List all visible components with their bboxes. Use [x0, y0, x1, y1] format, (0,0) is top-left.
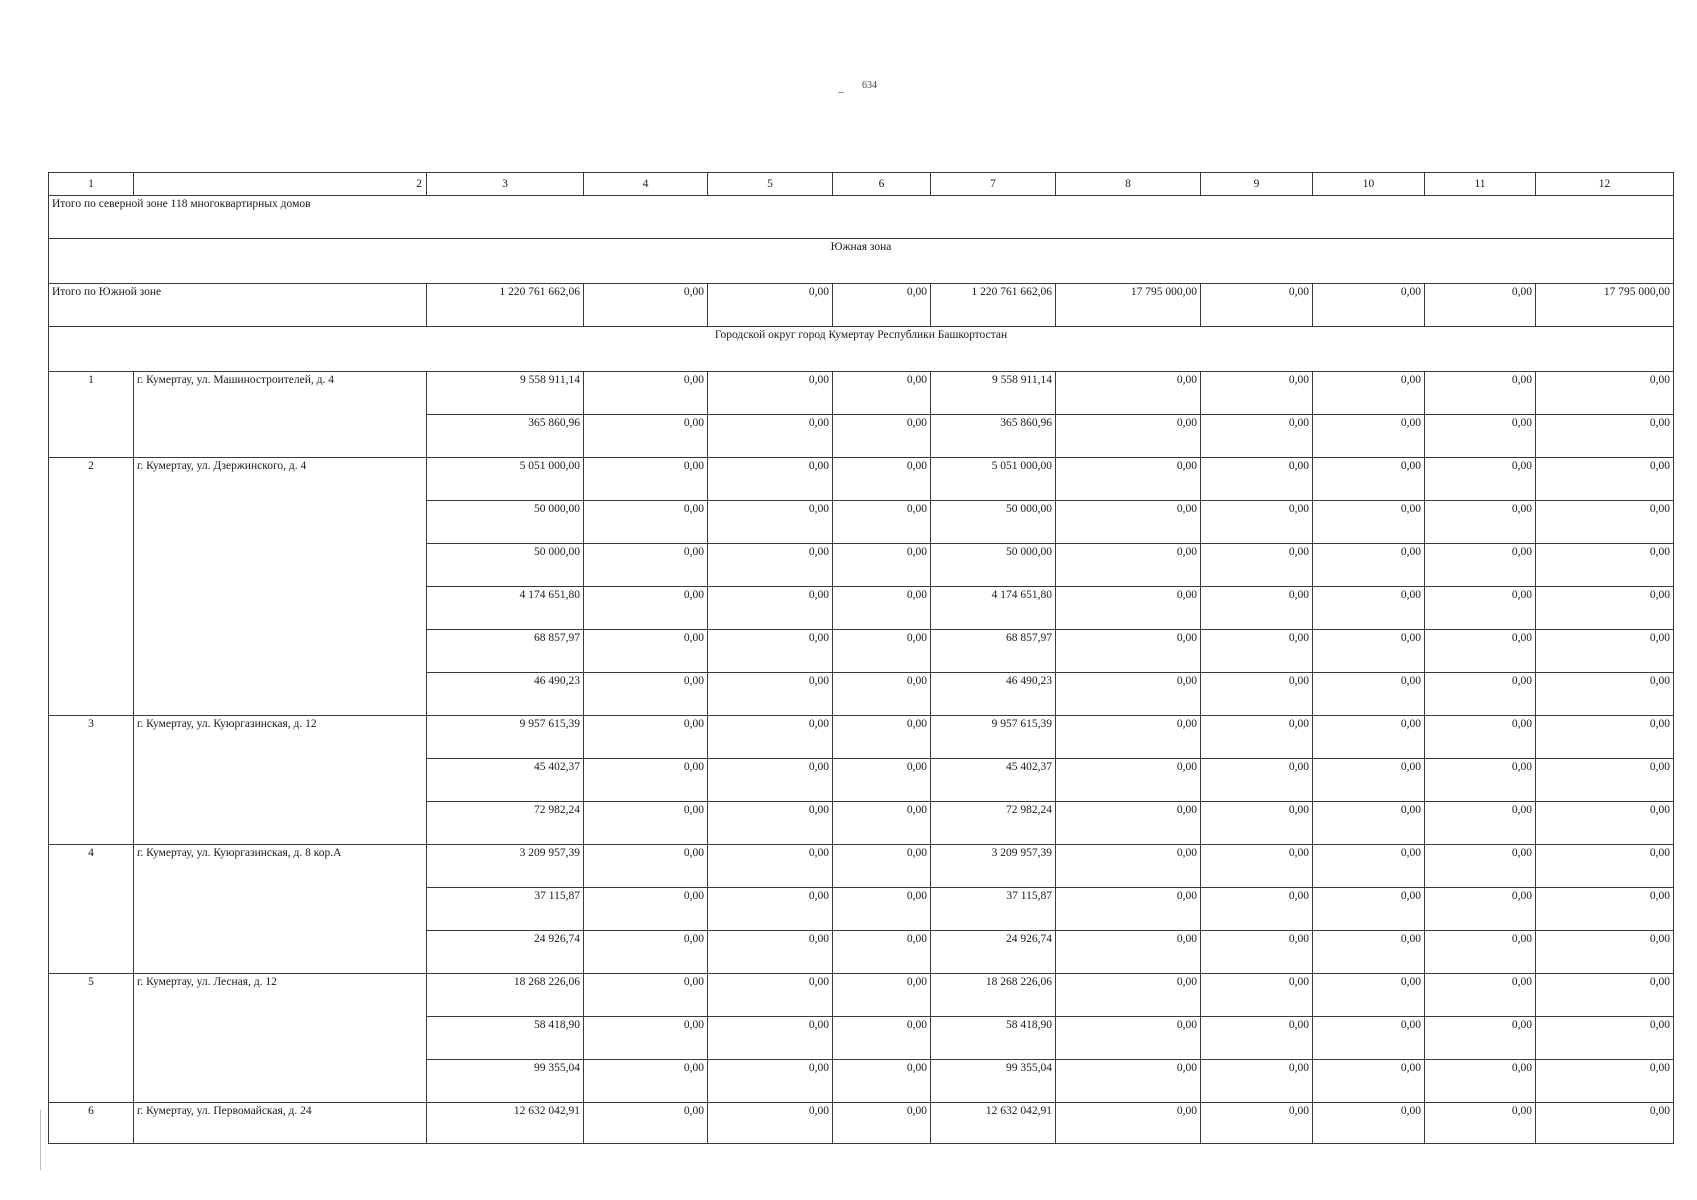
column-header: 12 [1536, 173, 1674, 196]
amount-cell: 18 268 226,06 [427, 974, 584, 1017]
amount-cell: 0,00 [584, 845, 708, 888]
south-total-value: 0,00 [1201, 284, 1313, 327]
building-number: 1 [49, 372, 134, 458]
building-address: г. Кумертау, ул. Лесная, д. 12 [134, 974, 427, 1103]
amount-cell: 0,00 [1313, 931, 1425, 974]
amount-cell: 45 402,37 [931, 759, 1056, 802]
amount-cell: 9 558 911,14 [427, 372, 584, 415]
amount-cell: 0,00 [584, 1060, 708, 1103]
amount-cell: 12 632 042,91 [427, 1103, 584, 1144]
amount-cell: 0,00 [1201, 759, 1313, 802]
column-header: 11 [1425, 173, 1536, 196]
amount-cell: 50 000,00 [931, 501, 1056, 544]
amount-cell: 46 490,23 [931, 673, 1056, 716]
column-header: 5 [708, 173, 833, 196]
amount-cell: 0,00 [1425, 415, 1536, 458]
table-row [49, 845, 1674, 888]
amount-cell: 0,00 [584, 716, 708, 759]
amount-cell: 0,00 [1425, 587, 1536, 630]
amount-cell: 18 268 226,06 [931, 974, 1056, 1017]
amount-cell: 0,00 [833, 845, 931, 888]
amount-cell: 0,00 [1056, 673, 1201, 716]
amount-cell: 0,00 [1201, 1017, 1313, 1060]
amount-cell: 0,00 [833, 1060, 931, 1103]
building-number: 3 [49, 716, 134, 845]
amount-cell: 0,00 [1056, 888, 1201, 931]
amount-cell: 0,00 [1313, 673, 1425, 716]
amount-cell: 0,00 [708, 544, 833, 587]
amount-cell: 0,00 [1536, 1103, 1674, 1144]
amount-cell: 0,00 [584, 630, 708, 673]
amount-cell: 0,00 [1425, 759, 1536, 802]
amount-cell: 0,00 [1056, 716, 1201, 759]
amount-cell: 0,00 [1536, 372, 1674, 415]
building-number: 4 [49, 845, 134, 974]
amount-cell: 0,00 [708, 931, 833, 974]
south-total-value: 17 795 000,00 [1056, 284, 1201, 327]
amount-cell: 0,00 [584, 544, 708, 587]
column-header: 10 [1313, 173, 1425, 196]
amount-cell: 0,00 [1056, 587, 1201, 630]
building-number: 2 [49, 458, 134, 716]
amount-cell: 0,00 [1536, 802, 1674, 845]
amount-cell: 0,00 [833, 458, 931, 501]
amount-cell: 0,00 [1536, 974, 1674, 1017]
south-total-value: 0,00 [833, 284, 931, 327]
amount-cell: 12 632 042,91 [931, 1103, 1056, 1144]
amount-cell: 0,00 [1536, 1017, 1674, 1060]
table-row [49, 458, 1674, 501]
amount-cell: 3 209 957,39 [931, 845, 1056, 888]
building-address: г. Кумертау, ул. Куюргазинская, д. 12 [134, 716, 427, 845]
amount-cell: 0,00 [1201, 716, 1313, 759]
amount-cell: 0,00 [1425, 845, 1536, 888]
amount-cell: 9 558 911,14 [931, 372, 1056, 415]
amount-cell: 0,00 [708, 888, 833, 931]
page-number: 634 [862, 80, 877, 91]
amount-cell: 45 402,37 [427, 759, 584, 802]
amount-cell: 0,00 [584, 501, 708, 544]
amount-cell: 0,00 [1201, 974, 1313, 1017]
column-header: 7 [931, 173, 1056, 196]
amount-cell: 37 115,87 [427, 888, 584, 931]
amount-cell: 9 957 615,39 [427, 716, 584, 759]
amount-cell: 0,00 [584, 931, 708, 974]
south-total-row [49, 284, 1674, 327]
amount-cell: 58 418,90 [427, 1017, 584, 1060]
amount-cell: 50 000,00 [931, 544, 1056, 587]
amount-cell: 0,00 [1313, 372, 1425, 415]
amount-cell: 0,00 [1425, 931, 1536, 974]
north-total-label: Итого по северной зоне 118 многоквартирных домов [49, 196, 1674, 239]
amount-cell: 0,00 [1056, 759, 1201, 802]
amount-cell: 0,00 [833, 802, 931, 845]
amount-cell: 0,00 [1201, 501, 1313, 544]
amount-cell: 365 860,96 [427, 415, 584, 458]
amount-cell: 0,00 [833, 759, 931, 802]
amount-cell: 0,00 [1425, 802, 1536, 845]
amount-cell: 0,00 [708, 1103, 833, 1144]
amount-cell: 0,00 [833, 974, 931, 1017]
amount-cell: 0,00 [584, 372, 708, 415]
amount-cell: 0,00 [1201, 931, 1313, 974]
amount-cell: 0,00 [833, 716, 931, 759]
amount-cell: 0,00 [1536, 888, 1674, 931]
amount-cell: 0,00 [708, 587, 833, 630]
amount-cell: 0,00 [1313, 415, 1425, 458]
amount-cell: 9 957 615,39 [931, 716, 1056, 759]
building-number: 5 [49, 974, 134, 1103]
amount-cell: 0,00 [1056, 974, 1201, 1017]
amount-cell: 0,00 [1056, 845, 1201, 888]
amount-cell: 0,00 [1313, 1060, 1425, 1103]
amount-cell: 0,00 [708, 415, 833, 458]
amount-cell: 0,00 [708, 372, 833, 415]
south-total-value: 0,00 [584, 284, 708, 327]
north-total-row [49, 196, 1674, 239]
amount-cell: 0,00 [1056, 544, 1201, 587]
building-address: г. Кумертау, ул. Первомайская, д. 24 [134, 1103, 427, 1144]
amount-cell: 99 355,04 [931, 1060, 1056, 1103]
amount-cell: 0,00 [1056, 501, 1201, 544]
south-total-value: 17 795 000,00 [1536, 284, 1674, 327]
amount-cell: 0,00 [1313, 544, 1425, 587]
amount-cell: 99 355,04 [427, 1060, 584, 1103]
amount-cell: 58 418,90 [931, 1017, 1056, 1060]
south-total-value: 0,00 [1313, 284, 1425, 327]
amount-cell: 0,00 [1313, 587, 1425, 630]
amount-cell: 0,00 [1536, 1060, 1674, 1103]
building-number: 6 [49, 1103, 134, 1144]
amount-cell: 365 860,96 [931, 415, 1056, 458]
amount-cell: 0,00 [833, 372, 931, 415]
amount-cell: 0,00 [1536, 845, 1674, 888]
amount-cell: 0,00 [1201, 888, 1313, 931]
amount-cell: 0,00 [708, 1060, 833, 1103]
amount-cell: 0,00 [1313, 1017, 1425, 1060]
amount-cell: 0,00 [1056, 931, 1201, 974]
amount-cell: 0,00 [833, 1103, 931, 1144]
amount-cell: 50 000,00 [427, 501, 584, 544]
amount-cell: 3 209 957,39 [427, 845, 584, 888]
amount-cell: 4 174 651,80 [427, 587, 584, 630]
amount-cell: 0,00 [708, 759, 833, 802]
amount-cell: 0,00 [1425, 1060, 1536, 1103]
column-header: 8 [1056, 173, 1201, 196]
amount-cell: 0,00 [1313, 888, 1425, 931]
south-total-value: 0,00 [708, 284, 833, 327]
building-address: г. Кумертау, ул. Дзержинского, д. 4 [134, 458, 427, 716]
amount-cell: 0,00 [584, 458, 708, 501]
amount-cell: 0,00 [1056, 1103, 1201, 1144]
table-body [49, 173, 1674, 1144]
amount-cell: 0,00 [708, 845, 833, 888]
amount-cell: 0,00 [1536, 544, 1674, 587]
amount-cell: 0,00 [1056, 630, 1201, 673]
table-row [49, 716, 1674, 759]
amount-cell: 0,00 [1201, 544, 1313, 587]
table-row [49, 974, 1674, 1017]
amount-cell: 46 490,23 [427, 673, 584, 716]
amount-cell: 0,00 [1536, 415, 1674, 458]
amount-cell: 0,00 [1201, 458, 1313, 501]
amount-cell: 0,00 [1536, 716, 1674, 759]
amount-cell: 0,00 [708, 1017, 833, 1060]
amount-cell: 0,00 [1425, 716, 1536, 759]
south-zone-row [49, 239, 1674, 284]
amount-cell: 0,00 [1313, 802, 1425, 845]
south-total-label: Итого по Южной зоне [49, 284, 427, 327]
amount-cell: 37 115,87 [931, 888, 1056, 931]
amount-cell: 0,00 [584, 759, 708, 802]
amount-cell: 0,00 [1056, 415, 1201, 458]
amount-cell: 0,00 [1056, 372, 1201, 415]
amount-cell: 0,00 [1425, 630, 1536, 673]
south-zone-label: Южная зона [49, 239, 1674, 284]
south-total-value: 0,00 [1425, 284, 1536, 327]
amount-cell: 72 982,24 [427, 802, 584, 845]
amount-cell: 0,00 [708, 716, 833, 759]
amount-cell: 0,00 [708, 630, 833, 673]
amount-cell: 0,00 [833, 931, 931, 974]
amount-cell: 0,00 [1425, 372, 1536, 415]
column-header: 2 [134, 173, 427, 196]
amount-cell: 0,00 [1201, 845, 1313, 888]
amount-cell: 72 982,24 [931, 802, 1056, 845]
amount-cell: 0,00 [1313, 759, 1425, 802]
amount-cell: 0,00 [833, 630, 931, 673]
amount-cell: 0,00 [1425, 673, 1536, 716]
amount-cell: 0,00 [584, 974, 708, 1017]
amount-cell: 0,00 [833, 544, 931, 587]
column-header: 6 [833, 173, 931, 196]
amount-cell: 0,00 [833, 888, 931, 931]
amount-cell: 0,00 [708, 673, 833, 716]
table-row [49, 372, 1674, 415]
scan-mark [838, 92, 844, 93]
amount-cell: 0,00 [584, 415, 708, 458]
amount-cell: 0,00 [1536, 673, 1674, 716]
amount-cell: 0,00 [833, 673, 931, 716]
column-header: 1 [49, 173, 134, 196]
amount-cell: 0,00 [1425, 501, 1536, 544]
amount-cell: 0,00 [1313, 716, 1425, 759]
amount-cell: 0,00 [1201, 415, 1313, 458]
amount-cell: 0,00 [1425, 1017, 1536, 1060]
amount-cell: 0,00 [708, 458, 833, 501]
amount-cell: 0,00 [584, 673, 708, 716]
amount-cell: 0,00 [1536, 587, 1674, 630]
amount-cell: 0,00 [1201, 630, 1313, 673]
amount-cell: 0,00 [1313, 458, 1425, 501]
amount-cell: 0,00 [1201, 673, 1313, 716]
amount-cell: 0,00 [1313, 1103, 1425, 1144]
amount-cell: 0,00 [1536, 931, 1674, 974]
amount-cell: 0,00 [1536, 458, 1674, 501]
amount-cell: 0,00 [1313, 974, 1425, 1017]
amount-cell: 68 857,97 [427, 630, 584, 673]
amount-cell: 5 051 000,00 [931, 458, 1056, 501]
district-row [49, 327, 1674, 372]
budget-table [48, 172, 1674, 1144]
column-header: 3 [427, 173, 584, 196]
column-header: 4 [584, 173, 708, 196]
amount-cell: 0,00 [1056, 1060, 1201, 1103]
amount-cell: 0,00 [1425, 458, 1536, 501]
building-address: г. Кумертау, ул. Машиностроителей, д. 4 [134, 372, 427, 458]
district-label: Городской округ город Кумертау Республики Башкортостан [49, 327, 1674, 372]
amount-cell: 0,00 [1425, 544, 1536, 587]
amount-cell: 0,00 [708, 974, 833, 1017]
south-total-value: 1 220 761 662,06 [931, 284, 1056, 327]
amount-cell: 0,00 [1056, 458, 1201, 501]
amount-cell: 0,00 [584, 587, 708, 630]
amount-cell: 0,00 [1201, 1060, 1313, 1103]
amount-cell: 0,00 [584, 802, 708, 845]
amount-cell: 0,00 [584, 1017, 708, 1060]
amount-cell: 0,00 [1425, 974, 1536, 1017]
amount-cell: 0,00 [1201, 1103, 1313, 1144]
column-header-row [49, 173, 1674, 196]
amount-cell: 0,00 [1425, 888, 1536, 931]
amount-cell: 0,00 [1425, 1103, 1536, 1144]
amount-cell: 24 926,74 [931, 931, 1056, 974]
amount-cell: 0,00 [708, 501, 833, 544]
column-header: 9 [1201, 173, 1313, 196]
amount-cell: 68 857,97 [931, 630, 1056, 673]
amount-cell: 50 000,00 [427, 544, 584, 587]
amount-cell: 0,00 [1536, 501, 1674, 544]
amount-cell: 0,00 [584, 888, 708, 931]
amount-cell: 0,00 [1536, 630, 1674, 673]
south-total-value: 1 220 761 662,06 [427, 284, 584, 327]
building-address: г. Кумертау, ул. Куюргазинская, д. 8 кор.А [134, 845, 427, 974]
amount-cell: 0,00 [584, 1103, 708, 1144]
amount-cell: 0,00 [1313, 845, 1425, 888]
amount-cell: 0,00 [833, 501, 931, 544]
amount-cell: 5 051 000,00 [427, 458, 584, 501]
amount-cell: 0,00 [1056, 1017, 1201, 1060]
amount-cell: 0,00 [1313, 630, 1425, 673]
amount-cell: 0,00 [1313, 501, 1425, 544]
amount-cell: 4 174 651,80 [931, 587, 1056, 630]
amount-cell: 0,00 [1201, 587, 1313, 630]
amount-cell: 0,00 [833, 1017, 931, 1060]
amount-cell: 24 926,74 [427, 931, 584, 974]
amount-cell: 0,00 [708, 802, 833, 845]
amount-cell: 0,00 [1201, 802, 1313, 845]
table-row [49, 1103, 1674, 1144]
amount-cell: 0,00 [1201, 372, 1313, 415]
amount-cell: 0,00 [833, 587, 931, 630]
amount-cell: 0,00 [833, 415, 931, 458]
amount-cell: 0,00 [1056, 802, 1201, 845]
amount-cell: 0,00 [1536, 759, 1674, 802]
scan-mark [40, 1110, 41, 1170]
